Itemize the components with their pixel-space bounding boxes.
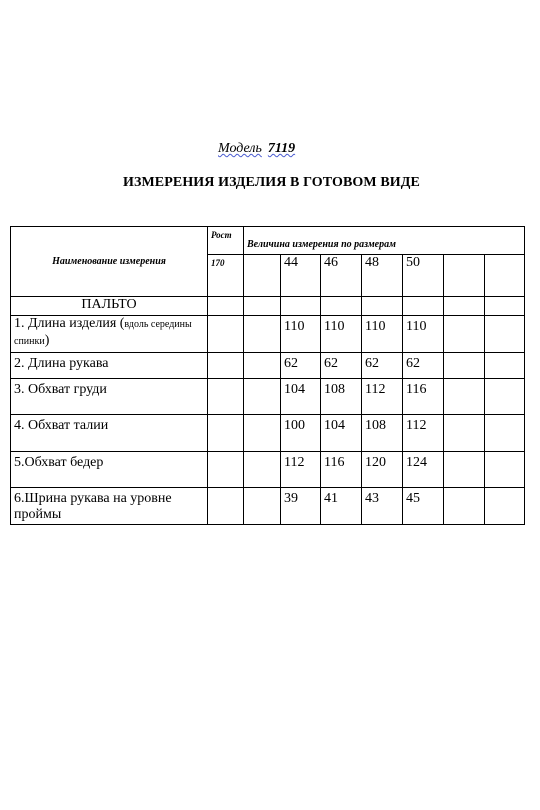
- table-row: [11, 452, 525, 488]
- empty-cell: [208, 353, 244, 379]
- row-name: [11, 316, 208, 353]
- model-line: [218, 141, 295, 157]
- value-cell: 112: [362, 379, 403, 415]
- table-row: [11, 488, 525, 525]
- value-cell: 124: [403, 452, 444, 488]
- empty-cell: [485, 316, 525, 353]
- empty-cell: [444, 255, 485, 297]
- value-cell: 62: [281, 353, 321, 379]
- empty-cell: [244, 316, 281, 353]
- value-cell: 116: [403, 379, 444, 415]
- empty-cell: [244, 255, 281, 297]
- size-cell: 50: [403, 255, 444, 297]
- empty-cell: [208, 316, 244, 353]
- empty-cell: [485, 452, 525, 488]
- row-name: 3. Обхват груди: [11, 379, 208, 415]
- empty-cell: [444, 452, 485, 488]
- value-cell: 110: [281, 316, 321, 353]
- size-cell: 46: [321, 255, 362, 297]
- value-cell: 100: [281, 415, 321, 452]
- row-name: 6.Шрина рукава на уровне проймы: [11, 488, 208, 525]
- value-cell: 43: [362, 488, 403, 525]
- size-cell: 48: [362, 255, 403, 297]
- empty-cell: [281, 297, 321, 316]
- value-cell: 62: [403, 353, 444, 379]
- value-cell: 62: [321, 353, 362, 379]
- table-header-row: [11, 227, 525, 255]
- empty-cell: [244, 452, 281, 488]
- table-row: [11, 353, 525, 379]
- empty-cell: [208, 297, 244, 316]
- value-cell: 41: [321, 488, 362, 525]
- model-label: Модель: [218, 141, 262, 156]
- value-cell: 39: [281, 488, 321, 525]
- empty-cell: [444, 297, 485, 316]
- empty-cell: [208, 415, 244, 452]
- table-row: [11, 379, 525, 415]
- empty-cell: [485, 379, 525, 415]
- model-number: 7119: [267, 141, 296, 156]
- row-name: 4. Обхват талии: [11, 415, 208, 452]
- empty-cell: [485, 415, 525, 452]
- value-cell: 110: [403, 316, 444, 353]
- table-row: [11, 415, 525, 452]
- value-cell: 108: [362, 415, 403, 452]
- row-name-main: 1. Длина изделия (: [14, 316, 125, 331]
- column-header-values: Величина измерения по размерам: [244, 227, 525, 255]
- empty-cell: [485, 488, 525, 525]
- empty-cell: [444, 379, 485, 415]
- empty-cell: [485, 297, 525, 316]
- value-cell: 112: [281, 452, 321, 488]
- section-label: ПАЛЬТО: [11, 297, 208, 316]
- empty-cell: [485, 255, 525, 297]
- row-name-note: вдоль середины спинки: [14, 319, 192, 347]
- empty-cell: [244, 415, 281, 452]
- empty-cell: [485, 353, 525, 379]
- empty-cell: [444, 316, 485, 353]
- value-cell: 110: [362, 316, 403, 353]
- row-name: 2. Длина рукава: [11, 353, 208, 379]
- value-cell: 112: [403, 415, 444, 452]
- column-header-name: Наименование измерения: [11, 227, 208, 297]
- row-name: 5.Обхват бедер: [11, 452, 208, 488]
- empty-cell: [321, 297, 362, 316]
- row-name-end: ): [44, 333, 50, 348]
- value-cell: 120: [362, 452, 403, 488]
- table-row: [11, 316, 525, 353]
- empty-cell: [403, 297, 444, 316]
- value-cell: 110: [321, 316, 362, 353]
- empty-cell: [244, 488, 281, 525]
- column-header-height: Рост: [208, 227, 244, 255]
- empty-cell: [244, 379, 281, 415]
- empty-cell: [208, 379, 244, 415]
- empty-cell: [244, 353, 281, 379]
- value-cell: 45: [403, 488, 444, 525]
- empty-cell: [208, 488, 244, 525]
- value-cell: 104: [281, 379, 321, 415]
- measurements-table: [10, 226, 525, 525]
- empty-cell: [444, 415, 485, 452]
- value-cell: 62: [362, 353, 403, 379]
- empty-cell: [244, 297, 281, 316]
- empty-cell: [208, 452, 244, 488]
- empty-cell: [362, 297, 403, 316]
- size-cell: 44: [281, 255, 321, 297]
- height-value: 170: [208, 255, 244, 297]
- value-cell: 108: [321, 379, 362, 415]
- empty-cell: [444, 488, 485, 525]
- section-row: [11, 297, 525, 316]
- empty-cell: [444, 353, 485, 379]
- value-cell: 116: [321, 452, 362, 488]
- value-cell: 104: [321, 415, 362, 452]
- document-title: ИЗМЕРЕНИЯ ИЗДЕЛИЯ В ГОТОВОМ ВИДЕ: [123, 175, 420, 190]
